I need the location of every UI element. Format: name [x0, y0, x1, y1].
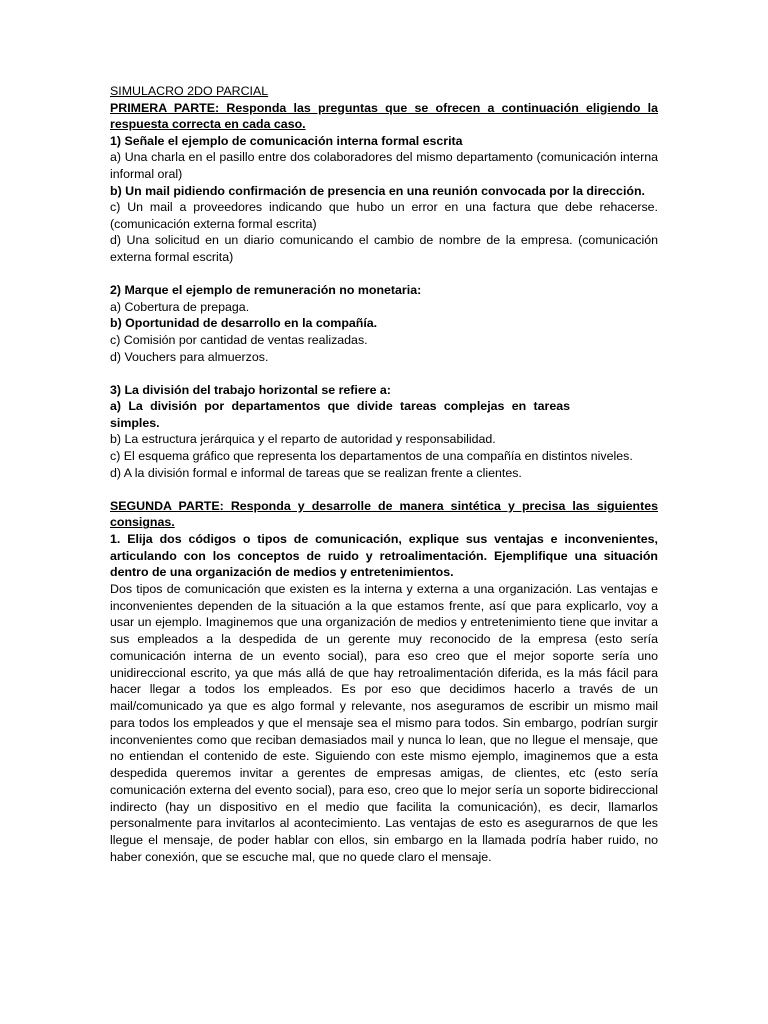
part1-heading: PRIMERA PARTE: Responda las preguntas que se ofrecen a continuación eligiendo la respuesta correcta en cada caso. [110, 100, 658, 132]
q3-option-d: d) A la división formal e informal de tareas que se realizan frente a clientes. [110, 465, 522, 480]
document-page [110, 83, 658, 866]
spacer [110, 266, 658, 283]
q1-option-d: d) Una solicitud en un diario comunicando el cambio de nombre de la empresa. (comunicación externa formal escrita) [110, 233, 658, 264]
q3-option-c: c) El esquema gráfico que representa los departamentos de una compañía en distintos niveles. [110, 449, 633, 464]
spacer [110, 481, 658, 498]
q2-option-c: c) Comisión por cantidad de ventas realizadas. [110, 332, 368, 347]
q1-question: 1) Señale el ejemplo de comunicación interna formal escrita [110, 133, 463, 148]
q1-option-b: b) Un mail pidiendo confirmación de presencia en una reunión convocada por la dirección. [110, 183, 645, 198]
part2-q1-answer: Dos tipos de comunicación que existen es la interna y externa a una organización. Las ventajas e inconvenientes dependen de la situación a la que estamos frente, así que para explicarlo, voy a usar un ejemplo. Imaginemos que una organización de medios y entretenimiento tiene que invitar a sus empleados a la despedida de un gerente muy reconocido de la empresa (esto sería comunicación interna de un evento social), para eso creo que el mejor soporte sería uno unidireccional escrito, ya que más allá de que hay retroalimentación diferida, es la más fácil para hacer llegar a todos los empleados. Es por eso que decidimos hacerlo a través de un mail/comunicado ya que es algo formal y relevante, nos aseguramos de escribir un mismo mail para todos los empleados y que el mensaje sea el mismo para todos. Sin embargo, podrían surgir inconvenientes como que reciban demasiados mail y nunca lo lean, que no llegue el mensaje, que no entiendan el contenido de este. Siguiendo con este mismo ejemplo, imaginemos que a esta despedida queremos invitar a gerentes de empresas amigas, de clientes, etc (esto sería comunicación externa del evento social), para eso, creo que lo mejor sería un soporte bidireccional indirecto (hay un dispositivo en el medio que facilita la comunicación), es decir, llamarlos personalmente para invitarlos al acontecimiento. Las ventajas de esto es asegurarnos de que les llegue el mensaje, de poder hablar con ellos, sin embargo en la llamada podría haber ruido, no haber conexión, que se escuche mal, que no quede claro el mensaje. [110, 581, 658, 864]
q2-question: 2) Marque el ejemplo de remuneración no monetaria: [110, 283, 422, 298]
q1-option-c: c) Un mail a proveedores indicando que hubo un error en una factura que debe rehacerse. (comunicación externa formal escrita) [110, 200, 658, 231]
q3-option-b: b) La estructura jerárquica y el reparto de autoridad y responsabilidad. [110, 432, 496, 447]
q1-option-a: a) Una charla en el pasillo entre dos colaboradores del mismo departamento (comunicación interna informal oral) [110, 150, 658, 181]
q3-question: 3) La división del trabajo horizontal se refiere a: [110, 382, 391, 397]
part2-heading: SEGUNDA PARTE: Responda y desarrolle de manera sintética y precisa las siguientes consignas. [110, 498, 658, 530]
spacer [110, 365, 658, 382]
document-title: SIMULACRO 2DO PARCIAL [110, 84, 269, 98]
q2-option-a: a) Cobertura de prepaga. [110, 299, 250, 314]
part2-q1-question: 1. Elija dos códigos o tipos de comunicación, explique sus ventajas e inconvenientes, articulando con los conceptos de ruido y retroalimentación. Ejemplifique una situación dentro de una organización de medios y entretenimientos. [110, 532, 658, 580]
q2-option-d: d) Vouchers para almuerzos. [110, 349, 269, 364]
q3-option-a: a) La división por departamentos que divide tareas complejas en tareas simples. [110, 399, 570, 430]
q2-option-b: b) Oportunidad de desarrollo en la compañía. [110, 316, 378, 331]
